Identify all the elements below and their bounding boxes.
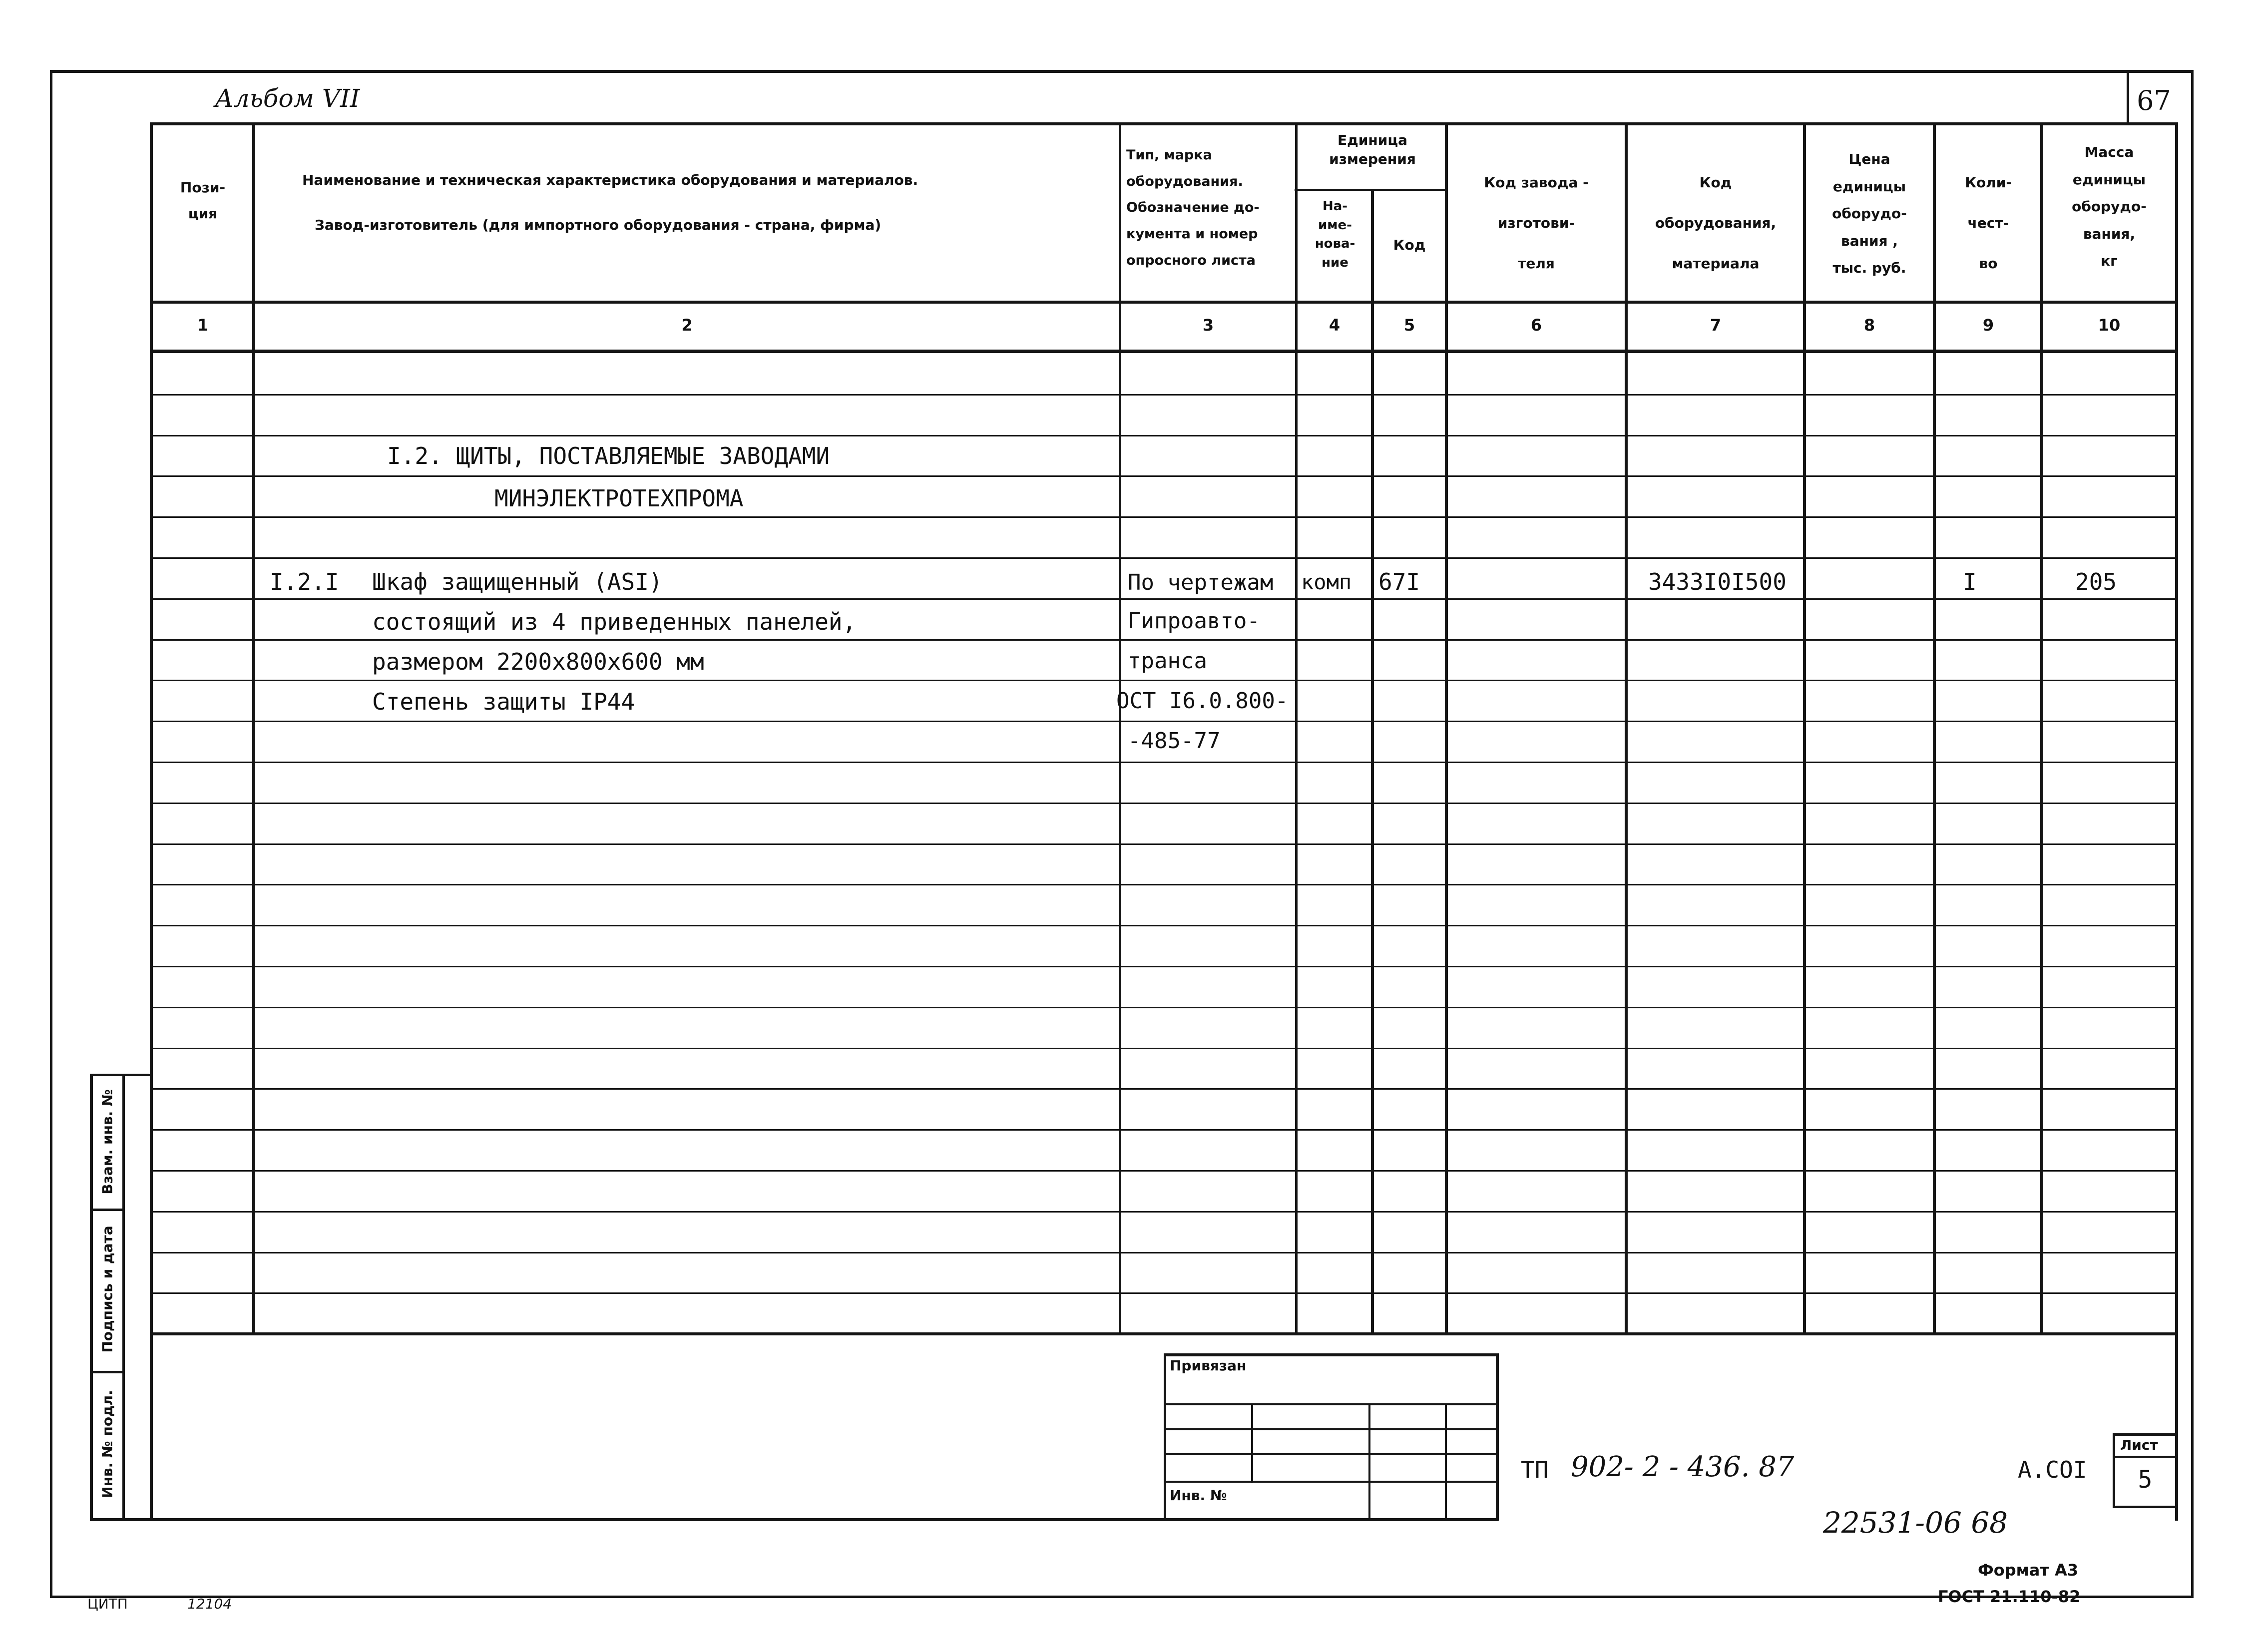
row-line (150, 843, 2178, 845)
section-title-line2: МИНЭЛЕКТРОТЕХПРОМА (494, 485, 744, 512)
header-equipment-code: Код оборудования, материала (1655, 174, 1777, 272)
row-line (150, 1292, 2178, 1294)
row-line (150, 1088, 2178, 1090)
item-position: I.2.I (270, 568, 339, 595)
colnum-6: 6 (1530, 316, 1542, 335)
item-doc-line5: -485-77 (1128, 728, 1221, 754)
row-line (150, 803, 2178, 804)
item-doc-line1: По чертежам (1128, 570, 1274, 595)
row-line (150, 966, 2178, 967)
list-label: Лист (2120, 1437, 2158, 1453)
row-line (150, 435, 2178, 436)
row-line (150, 475, 2178, 477)
item-unit-code: 67I (1378, 568, 1420, 595)
colnum-4: 4 (1329, 316, 1341, 335)
row-line (150, 1129, 2178, 1131)
header-mass: Масса единицы оборудо- вания, кг (2072, 144, 2147, 270)
doc-prefix: ТП (1521, 1456, 1549, 1483)
colnum-2: 2 (681, 316, 693, 335)
row-line (150, 639, 2178, 641)
row-line (150, 884, 2178, 885)
gost-label: ГОСТ 21.110-82 (1938, 1587, 2081, 1606)
item-quantity: I (1963, 568, 1977, 595)
header-unit-code: Код (1393, 237, 1426, 253)
header-unit: Единица измерения (1329, 132, 1416, 167)
item-name-line3: размером 2200х800х600 мм (372, 648, 704, 675)
item-unit: комп (1301, 570, 1352, 594)
table-bottom-line (150, 1332, 2178, 1335)
side-label-vzam: Взам. инв. № (99, 1089, 116, 1195)
colnum-8: 8 (1863, 316, 1875, 335)
privyazan-label: Привязан (1170, 1357, 1247, 1374)
row-line (150, 1252, 2178, 1253)
colnum-3: 3 (1202, 316, 1214, 335)
row-line (150, 1048, 2178, 1049)
colnum-10: 10 (2098, 316, 2121, 335)
row-line (150, 598, 2178, 600)
item-name-line2: состоящий из 4 приведенных панелей, (372, 608, 857, 635)
header-name-line1: Наименование и техническая характеристика оборудования и материалов. (302, 172, 918, 188)
item-doc-line2: Гипроавто- (1128, 608, 1260, 634)
list-number: 5 (2138, 1466, 2153, 1494)
row-line (150, 721, 2178, 722)
colnum-5: 5 (1403, 316, 1415, 335)
row-line (150, 394, 2178, 396)
printer-number: 12104 (187, 1596, 232, 1612)
header-name-line2: Завод-изготовитель (для импортного оборудования - страна, фирма) (315, 217, 882, 233)
side-label-inv: Инв. № подл. (99, 1390, 116, 1498)
header-quantity: Коли- чест- во (1965, 174, 2012, 272)
row-line (150, 1211, 2178, 1213)
colnum-1: 1 (197, 316, 209, 335)
header-price: Цена единицы оборудо- вания , тыс. руб. (1832, 151, 1907, 277)
row-line (150, 1170, 2178, 1172)
colnum-7: 7 (1710, 316, 1722, 335)
inv-no-label: Инв. № (1170, 1487, 1227, 1504)
row-line (150, 925, 2178, 926)
colnum-9: 9 (1982, 316, 1994, 335)
side-label-podpis: Подпись и дата (99, 1226, 116, 1353)
header-type: Тип, марка оборудования. Обозначение до- кумента и номер опросного листа (1126, 147, 1260, 268)
row-line (150, 762, 2178, 763)
section-title-line1: I.2. ЩИТЫ, ПОСТАВЛЯЕМЫЕ ЗАВОДАМИ (387, 442, 830, 469)
row-line (150, 516, 2178, 518)
stamp-number: 22531-06 68 (1823, 1506, 2008, 1540)
row-line (150, 680, 2178, 681)
sheet-code: А.СОI (2018, 1456, 2087, 1483)
item-mass: 205 (2075, 568, 2117, 595)
item-equipment-code: 3433I0I500 (1648, 568, 1787, 595)
corner-page-number: 67 (2137, 85, 2171, 116)
item-doc-line4: ОСТ I6.0.800- (1116, 688, 1289, 714)
printer-code: ЦИТП (87, 1596, 128, 1612)
format-label: Формат А3 (1978, 1561, 2079, 1580)
header-unit-name: На- име- нова- ние (1315, 199, 1355, 271)
row-line (150, 557, 2178, 559)
header-position: Пози- ция (180, 179, 226, 222)
row-line (150, 1007, 2178, 1008)
item-name-line1: Шкаф защищенный (ASI) (372, 568, 663, 595)
doc-code: 902- 2 - 436. 87 (1571, 1451, 1794, 1483)
header-manufacturer-code: Код завода - изготови- теля (1484, 174, 1589, 272)
album-label: Альбом VII (215, 84, 360, 113)
item-name-line4: Степень защиты IP44 (372, 688, 635, 715)
item-doc-line3: транса (1128, 648, 1207, 674)
